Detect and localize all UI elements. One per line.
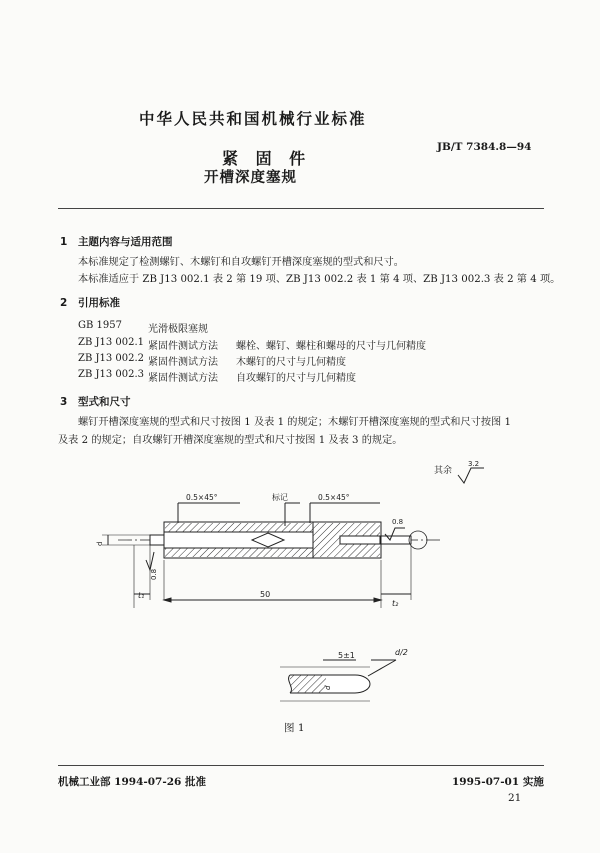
reference-desc: 紧固件测试方法 xyxy=(148,373,218,384)
gauge-drawing xyxy=(0,455,600,745)
roughness-08-right: 0.8 xyxy=(392,518,404,526)
t1-label: t₁ xyxy=(138,591,145,600)
chamfer-right: 0.5×45° xyxy=(318,493,350,502)
section-3-paragraph-2: 及表 2 的规定；自攻螺钉开槽深度塞规的型式和尺寸按图 1 及表 3 的规定。 xyxy=(58,435,403,446)
approval-note: 机械工业部 1994-07-26 批准 xyxy=(58,776,206,788)
footer-rule xyxy=(58,765,544,766)
left-pin xyxy=(150,535,164,545)
page-number: 21 xyxy=(508,792,522,804)
section-3-heading: 3 型式和尺寸 xyxy=(60,396,131,408)
issuing-organization: 中华人民共和国机械行业标准 xyxy=(139,110,367,128)
t2-label: t₂ xyxy=(392,599,399,608)
section-1-paragraph-2: 本标准适应于 ZB J13 002.1 表 2 第 19 项、ZB J13 002.2 表 1 第 4 项、ZB J13 002.3 表 2 第 4 项。 xyxy=(78,274,561,285)
marking-label: 标记 xyxy=(272,493,288,502)
section-3-paragraph-1: 螺钉开槽深度塞规的型式和尺寸按图 1 及表 1 的规定；木螺钉开槽深度塞规的型式和尺寸按图 1 xyxy=(78,417,511,428)
section-2-heading: 2 引用标准 xyxy=(60,297,120,309)
section-1-heading: 1 主题内容与适用范围 xyxy=(60,236,173,248)
reference-code: ZB J13 002.1 xyxy=(78,337,145,348)
length-label: 50 xyxy=(260,590,271,599)
detail-dimension: 5±1 xyxy=(338,651,355,660)
chamfer-left: 0.5×45° xyxy=(186,493,218,502)
reference-desc: 光滑极限塞规 xyxy=(148,324,208,335)
roughness-symbol xyxy=(458,468,484,483)
reference-code: GB 1957 xyxy=(78,320,122,331)
header-rule xyxy=(58,208,544,209)
detail-half: d/2 xyxy=(395,648,408,657)
standard-code: JB/T 7384.8—94 xyxy=(437,141,532,153)
reference-desc: 紧固件测试方法 xyxy=(148,357,218,368)
title-line-2: 开槽深度塞规 xyxy=(204,170,297,186)
roughness-08-left: 0.8 xyxy=(150,568,158,580)
section-1-paragraph-1: 本标准规定了检测螺钉、木螺钉和自攻螺钉开槽深度塞规的型式和尺寸。 xyxy=(78,257,404,268)
detail-diameter: d xyxy=(324,685,332,690)
title-line-1: 紧 固 件 xyxy=(222,149,312,168)
figure-caption: 图 1 xyxy=(284,722,305,734)
rest-label: 其余 xyxy=(434,466,453,476)
implementation-note: 1995-07-01 实施 xyxy=(452,776,544,788)
right-pin xyxy=(381,536,411,544)
reference-extra: 木螺钉的尺寸与几何精度 xyxy=(236,357,346,368)
reference-code: ZB J13 002.2 xyxy=(78,353,145,364)
reference-code: ZB J13 002.3 xyxy=(78,369,145,380)
reference-extra: 螺栓、螺钉、螺柱和螺母的尺寸与几何精度 xyxy=(236,341,426,352)
roughness-value: 3.2 xyxy=(468,460,480,468)
diameter-label: d xyxy=(96,541,104,546)
reference-desc: 紧固件测试方法 xyxy=(148,341,218,352)
reference-extra: 自攻螺钉的尺寸与几何精度 xyxy=(236,373,356,384)
